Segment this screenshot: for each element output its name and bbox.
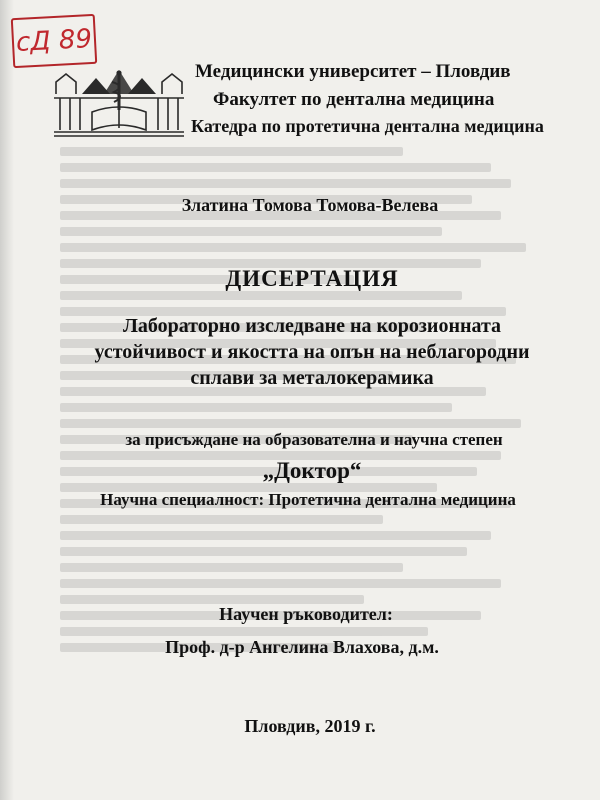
author-name: Златина Томова Томова-Велева	[181, 195, 439, 215]
university-name: Медицински университет – Пловдив	[195, 61, 511, 82]
department-name: Катедра по протетична дентална медицина	[191, 116, 544, 136]
supervisor-heading: Научен ръководител:	[219, 604, 393, 624]
university-logo	[52, 64, 186, 142]
document-type: ДИСЕРТАЦИЯ	[225, 266, 399, 291]
specialty: Научна специалност: Протетична дентална медицина	[100, 490, 516, 509]
archive-stamp: сД 89	[11, 14, 98, 68]
faculty-name: Факултет по дентална медицина	[213, 89, 495, 110]
supervisor-name: Проф. д-р Ангелина Влахова, д.м.	[165, 637, 439, 657]
thesis-title-line-3: сплави за металокерамика	[190, 367, 434, 389]
place-year: Пловдив, 2019 г.	[244, 716, 376, 736]
scan-edge-shadow	[0, 0, 14, 800]
thesis-title-line-2: устойчивост и якостта на опън на неблагородни	[94, 341, 530, 363]
degree-name: „Доктор“	[262, 458, 362, 483]
degree-line: за присъждане на образователна и научна степен	[125, 430, 503, 449]
thesis-title-line-1: Лабораторно изследване на корозионната	[122, 315, 502, 337]
